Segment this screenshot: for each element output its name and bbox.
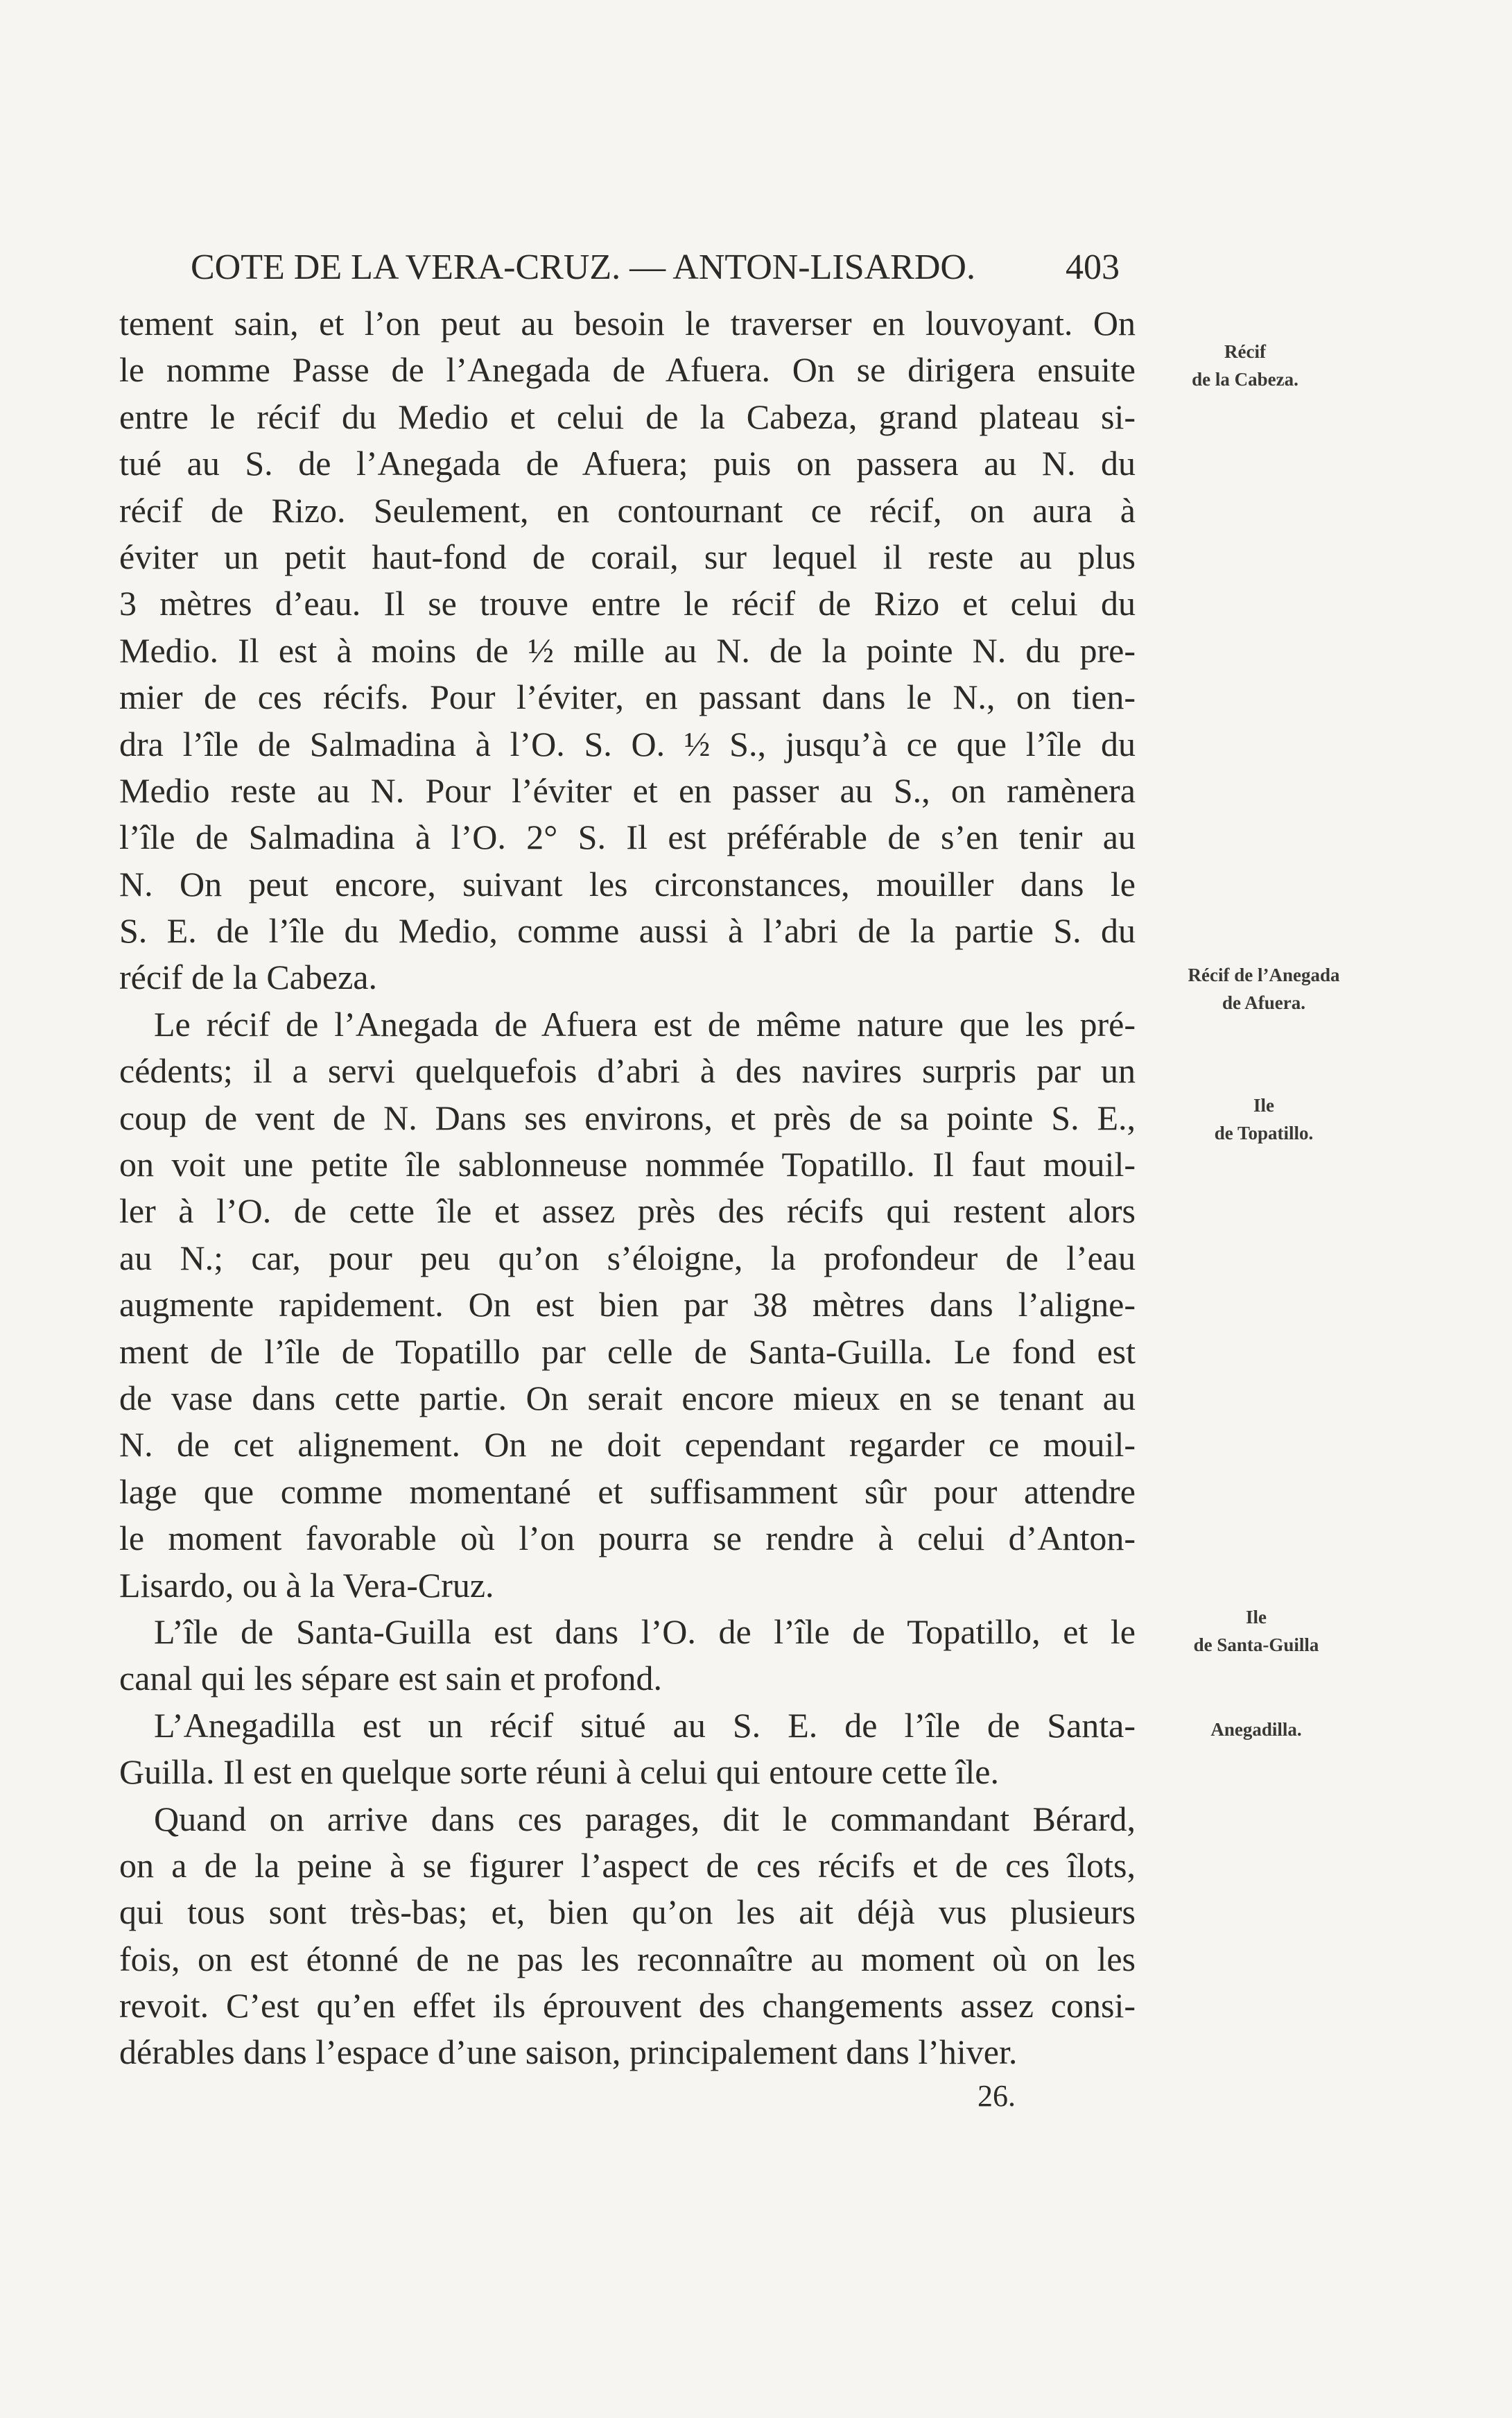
margin-note-line: Récif de l’Anegada — [1188, 965, 1340, 985]
header-title: COTE DE LA VERA-CRUZ. — ANTON-LISARDO. — [191, 248, 975, 287]
text-line: N. de cet alignement. On ne doit cependant regarder ce mouil- — [119, 1425, 1136, 1465]
text-line: récif de Rizo. Seulement, en contournant ce récif, on aura à — [119, 490, 1136, 530]
text-line: L’Anegadilla est un récif situé au S. E. de l’île de Santa- — [154, 1705, 1136, 1745]
text-line: on voit une petite île sablonneuse nommée Topatillo. Il faut mouil- — [119, 1145, 1136, 1184]
signature-mark: 26. — [977, 2079, 1016, 2113]
margin-note-line: Récif — [1224, 341, 1266, 362]
page-number: 403 — [1066, 248, 1120, 287]
margin-note-line: Ile — [1253, 1095, 1274, 1116]
text-line: L’île de Santa-Guilla est dans l’O. de l’île de Topatillo, et le — [154, 1612, 1136, 1651]
text-line: 3 mètres d’eau. Il se trouve entre le récif de Rizo et celui du — [119, 584, 1136, 623]
text-line: qui tous sont très-bas; et, bien qu’on les ait déjà vus plusieurs — [119, 1892, 1136, 1932]
margin-note-line: de Afuera. — [1222, 992, 1305, 1013]
text-line: de vase dans cette partie. On serait encore mieux en se tenant au — [119, 1378, 1136, 1417]
text-line: fois, on est étonné de ne pas les reconnaître au moment où on les — [119, 1939, 1136, 1978]
text-line: N. On peut encore, suivant les circonstances, mouiller dans le — [119, 864, 1136, 904]
text-line: Guilla. Il est en quelque sorte réuni à celui qui entoure cette île. — [119, 1752, 999, 1792]
margin-note-ile-topatillo — [1153, 1091, 1375, 1147]
text-line: dérables dans l’espace d’une saison, principalement dans l’hiver. — [119, 2032, 1018, 2072]
text-line: le nomme Passe de l’Anegada de Afuera. On se dirigera ensuite — [119, 350, 1136, 390]
margin-note-ile-santa-guilla — [1145, 1603, 1367, 1659]
text-line: lage que comme momentané et suffisamment sûr pour attendre — [119, 1471, 1136, 1511]
text-line: Quand on arrive dans ces parages, dit le commandant Bérard, — [154, 1799, 1136, 1838]
running-header — [191, 244, 1120, 291]
text-line: l’île de Salmadina à l’O. 2° S. Il est préférable de s’en tenir au — [119, 818, 1136, 857]
margin-note-recif-anegada — [1153, 961, 1375, 1017]
text-line: mier de ces récifs. Pour l’éviter, en passant dans le N., on tien- — [119, 677, 1136, 717]
body-text — [119, 300, 1136, 2076]
text-line: récif de la Cabeza. — [119, 958, 377, 997]
text-line: Medio reste au N. Pour l’éviter et en passer au S., on ramènera — [119, 770, 1136, 810]
margin-note-anegadilla — [1145, 1716, 1367, 1743]
text-line: Le récif de l’Anegada de Afuera est de même nature que les pré- — [154, 1004, 1136, 1044]
text-line: ment de l’île de Topatillo par celle de Santa-Guilla. Le fond est — [119, 1331, 1136, 1371]
text-line: entre le récif du Medio et celui de la Cabeza, grand plateau si- — [119, 397, 1136, 436]
text-line: le moment favorable où l’on pourra se rendre à celui d’Anton- — [119, 1519, 1136, 1558]
text-line: on a de la peine à se figurer l’aspect de ces récifs et de ces îlots, — [119, 1845, 1136, 1885]
text-line: éviter un petit haut-fond de corail, sur lequel il reste au plus — [119, 537, 1136, 576]
text-line: augmente rapidement. On est bien par 38 mètres dans l’aligne- — [119, 1285, 1136, 1324]
margin-note-line: de Topatillo. — [1214, 1123, 1314, 1143]
margin-note-line: Anegadilla. — [1210, 1719, 1302, 1740]
text-line: tement sain, et l’on peut au besoin le traverser en louvoyant. On — [119, 304, 1136, 343]
text-line: Medio. Il est à moins de ½ mille au N. de la pointe N. du pre- — [119, 630, 1136, 670]
text-line: revoit. C’est qu’en effet ils éprouvent des changements assez consi- — [119, 1986, 1136, 2026]
text-line: coup de vent de N. Dans ses environs, et près de sa pointe S. E., — [119, 1098, 1136, 1137]
margin-note-line: de la Cabeza. — [1192, 369, 1298, 390]
text-line: dra l’île de Salmadina à l’O. S. O. ½ S., jusqu’à ce que l’île du — [119, 724, 1136, 763]
margin-note-recif-cabeza — [1134, 338, 1356, 393]
text-line: au N.; car, pour peu qu’on s’éloigne, la profondeur de l’eau — [119, 1238, 1136, 1277]
text-line: tué au S. de l’Anegada de Afuera; puis on passera au N. du — [119, 444, 1136, 483]
text-line: Lisardo, ou à la Vera-Cruz. — [119, 1565, 494, 1605]
text-line: cédents; il a servi quelquefois d’abri à des navires surpris par un — [119, 1051, 1136, 1091]
text-line: canal qui les sépare est sain et profond. — [119, 1659, 663, 1698]
margin-note-line: de Santa-Guilla — [1193, 1634, 1319, 1655]
margin-note-line: Ile — [1246, 1607, 1267, 1627]
text-line: S. E. de l’île du Medio, comme aussi à l’abri de la partie S. du — [119, 911, 1136, 951]
text-line: ler à l’O. de cette île et assez près des récifs qui restent alors — [119, 1191, 1136, 1231]
